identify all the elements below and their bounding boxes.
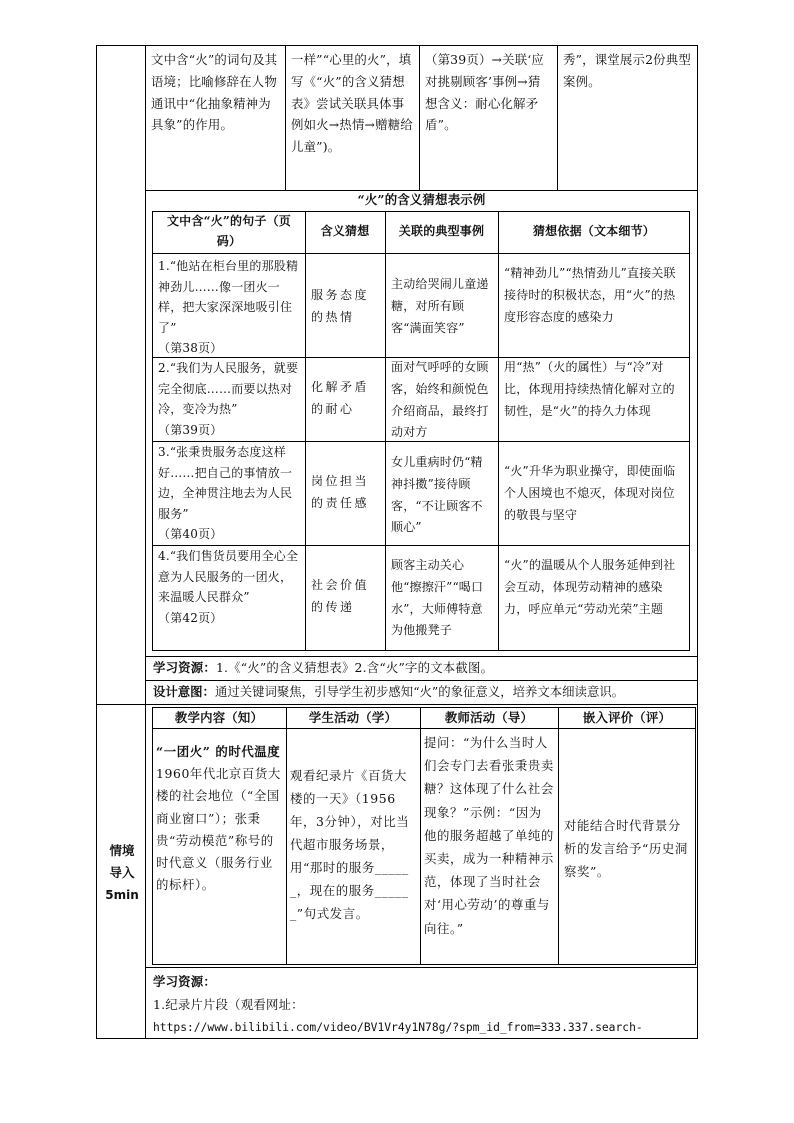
intro-section-top-line [96, 704, 698, 705]
top-col-divider-2 [419, 45, 420, 190]
top-col-divider-1 [285, 45, 286, 190]
fire-row-3-sentence [158, 442, 300, 545]
fire-header-example: 关联的典型事例 [398, 224, 485, 238]
intro-header-content: 教学内容（知） [174, 710, 264, 725]
intro-header-student: 学生活动（学） [308, 710, 398, 725]
fire-row-1-sentence [158, 256, 300, 359]
intro-side-label [100, 840, 144, 906]
fire-table-divider-3 [498, 211, 499, 651]
fire-resources-label: 学习资源： [153, 660, 216, 675]
top-row-evaluation-text: 秀”，课堂展示2份典型案例。 [563, 52, 691, 89]
design-intent-text: 通过关键词聚焦，引导学生初步感知“火”的象征意义，培养文本细读意识。 [214, 684, 625, 699]
intro-evaluation: 对能结合时代背景分析的发言给予“历史洞察奖”。 [564, 818, 688, 879]
top-row-student-text: 一样”“心里的火”，填写《“火”的含义猜想表》尝试关联具体事例如火→热情→赠糖给儿童”)。 [291, 52, 413, 155]
top-row-content-text: 文中含“火”的词句及其语境；比喻修辞在人物通讯中“化抽象精神为具象”的作用。 [151, 52, 278, 133]
intro-content-body: 1960年代北京百货大楼的社会地位（“全国商业窗口”）；张秉贵“劳动模范”称号的时代意义（服务行业的标杆）。 [156, 766, 281, 893]
fire-row-1-basis: “精神劲儿”“热情劲儿”直接关联接待时的积极状态，用“火”的热度形容态度的感染力 [504, 266, 676, 324]
fire-row-4-sentence [158, 546, 300, 628]
fire-row-2-page: （第39页） [158, 422, 223, 437]
fire-table-header-line [152, 253, 690, 254]
fire-row-4-basis: “火”的温暖从个人服务延伸到社会互动，体现劳动精神的感染力，呼应单元“劳动光荣”主题 [504, 558, 676, 616]
intro-side-label-2: 导入 [109, 865, 135, 880]
fire-row-3-basis: “火”升华为职业操守，即使面临个人困境也不熄灭，体现对岗位的敬畏与坚守 [504, 464, 676, 522]
fire-row-2-meaning: 化解矛盾的耐心 [311, 380, 370, 416]
fire-table-title: “火”的含义猜想表示例 [357, 192, 486, 207]
design-intent-label: 设计意图： [153, 684, 215, 699]
fire-row-2-basis: 用“热”（火的属性）与“冷”对比，体现用持续热情化解对立的韧性，是“火”的持久力体现 [504, 360, 675, 418]
intro-resources-line1: 1.纪录片片段（观看网址： [153, 997, 304, 1012]
intro-divider-2 [420, 707, 421, 965]
fire-row-3-page: （第40页） [158, 527, 223, 541]
intro-header-line [152, 728, 696, 729]
fire-header-sentence: 文中含“火”的句子（页码） [166, 214, 291, 248]
intro-resources-url[interactable]: https://www.bilibili.com/video/BV1Vr4y1N78g/?spm_id_from=333.337.search- [153, 1021, 643, 1034]
intro-divider-1 [286, 707, 287, 965]
fire-row-1-meaning: 服务态度的热情 [311, 288, 370, 324]
fire-row-3-meaning: 岗位担当的责任感 [311, 474, 370, 510]
intro-resources [153, 970, 693, 1039]
fire-row-1-page: （第38页） [158, 341, 223, 355]
fire-resources-text: 1.《“火”的含义猜想表》2.含“火”字的文本截图。 [215, 660, 494, 675]
fire-row-4-example: 顾客主动关心他“擦擦汗”“喝口水”，大师傅特意为他搬凳子 [391, 558, 484, 638]
intro-side-label-1: 情境 [109, 843, 135, 858]
fire-resources-line [153, 657, 693, 679]
intro-resources-label: 学习资源： [153, 974, 216, 989]
fire-row-3-sentence-text: 3.“张秉贵服务态度这样好……把自己的事情放一边，全神贯注地去为人民服务” [158, 445, 293, 521]
fire-row-1-example: 主动给哭闹儿童递糖，对所有顾客“满面笑容” [391, 277, 489, 335]
fire-row-4-page: （第42页） [158, 610, 223, 625]
design-intent-line [153, 681, 693, 703]
fire-header-basis: 猜想依据（文本细节） [532, 224, 655, 238]
intro-content-title: “一团火” 的时代温度 [156, 744, 281, 759]
fire-table-divider-2 [385, 211, 386, 651]
fire-row-3-example: 女儿重病时仍“精神抖擞”接待顾客，“不让顾客不顺心” [391, 455, 483, 535]
intro-teacher-activity: 提问：“为什么当时人们会专门去看张秉贵卖糖？这体现了什么社会现象？”示例：“因为他的服务超越了单纯的买卖，成为一种精神示范，体现了当时社会对‘用心劳动’的尊重与向往。” [424, 735, 554, 936]
fire-row-1-sentence-text: 1.“他站在柜台里的那股精神劲儿……像一团火一样，把大家深深地吸引住了” [158, 259, 299, 335]
intro-header-teacher: 教师活动（导） [444, 710, 534, 725]
intro-side-label-3: 5min [105, 888, 139, 902]
top-row-teacher-text: （第39页）→关联‘应对挑剔顾客’事例→猜想含义：耐心化解矛盾”。 [425, 52, 545, 133]
intro-student-activity: 观看纪录片《百货大楼的一天》（1956年，3分钟），对比当代超市服务场景，用“那时的服务______，现在的服务______”句式发言。 [290, 768, 410, 921]
intro-resources-line [145, 967, 698, 968]
fire-row-4-sentence-text: 4.“我们售货员要用全心全意为人民服务的一团火，来温暖人民群众” [158, 549, 299, 604]
intro-divider-3 [558, 707, 559, 965]
fire-row-2-sentence [158, 358, 300, 440]
fire-table-divider-1 [305, 211, 306, 651]
fire-row-2-example: 面对气呼呼的女顾客，始终和颜悦色介绍商品，最终打动对方 [391, 360, 489, 440]
top-col-divider-3 [557, 45, 558, 190]
fire-header-meaning: 含义猜想 [320, 224, 370, 238]
fire-row-4-meaning: 社会价值的传递 [311, 578, 370, 614]
intro-header-evaluation: 嵌入评价（评） [582, 710, 672, 725]
intro-content-cell [156, 741, 282, 896]
fire-row-2-sentence-text: 2.“我们为人民服务，就要完全彻底……而要以热对冷，变冷为热” [158, 361, 299, 416]
